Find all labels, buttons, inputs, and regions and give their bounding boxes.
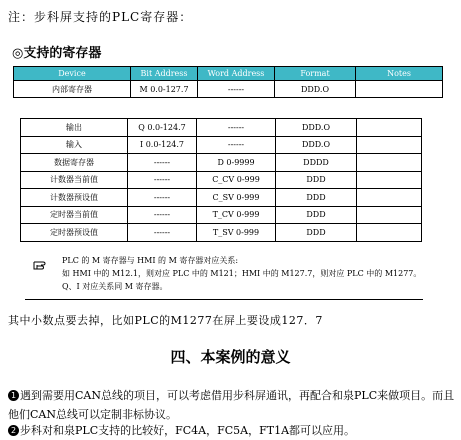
table-cell: [357, 189, 422, 207]
table-cell: DDD.O: [276, 136, 357, 154]
tip-box: [62, 254, 422, 293]
tip-line-3: Q、I 对应关系同 M 寄存器。: [62, 282, 168, 291]
tip-line-2: 如 HMI 中的 M12.1，则对应 PLC 中的 M121；HMI 中的 M127.7，则对应 PLC 中的 M1277。: [62, 269, 422, 278]
note-text: 注：步科屏支持的PLC寄存器：: [8, 10, 193, 24]
table-cell: 数据寄存器: [21, 154, 128, 172]
table-cell: Q 0.0-124.7: [128, 119, 197, 137]
list-item-text: 遇到需要用CAN总线的项目，可以考虑借用步科屏通讯，再配合和泉PLC来做项目。而且他们CAN总线可以定制非标协议。: [8, 389, 455, 421]
table-cell: [357, 119, 422, 137]
table-cell: C_SV 0-999: [197, 189, 276, 207]
number-badge: 1: [8, 390, 19, 401]
table-cell: ------: [128, 224, 197, 242]
header-bit-address: Bit Address: [131, 67, 198, 81]
table-row: [21, 154, 422, 172]
table-row: [21, 224, 422, 242]
table-cell: ------: [128, 206, 197, 224]
table-cell: ------: [128, 171, 197, 189]
table-row: [21, 119, 422, 137]
table-cell: [357, 224, 422, 242]
table-cell: 输入: [21, 136, 128, 154]
table-cell: DDD: [276, 189, 357, 207]
tip-line-1: PLC 的 M 寄存器与 HMI 的 M 寄存器对应关系:: [62, 256, 239, 265]
table-cell: [357, 136, 422, 154]
table-cell: T_CV 0-999: [197, 206, 276, 224]
register-table: [20, 118, 422, 242]
table-cell: T_SV 0-999: [197, 224, 276, 242]
list-item: [8, 421, 456, 440]
header-word-address: Word Address: [198, 67, 275, 81]
divider: [25, 299, 423, 300]
table-cell: 内部寄存器: [14, 81, 131, 98]
table-header-row: [14, 67, 443, 81]
table-row: [14, 81, 443, 98]
section-title: ◎支持的寄存器: [12, 46, 102, 61]
table-cell: DDD: [276, 206, 357, 224]
table-cell: 计数器当前值: [21, 171, 128, 189]
table-cell: DDD: [276, 224, 357, 242]
table-cell: ------: [198, 81, 275, 98]
table-cell: 输出: [21, 119, 128, 137]
header-format: Format: [275, 67, 356, 81]
table-cell: 定时器当前值: [21, 206, 128, 224]
table-cell: ------: [197, 119, 276, 137]
table-cell: [357, 171, 422, 189]
table-cell: [356, 81, 443, 98]
table-row: [21, 136, 422, 154]
table-cell: DDD.O: [275, 81, 356, 98]
table-cell: M 0.0-127.7: [131, 81, 198, 98]
table-cell: [357, 154, 422, 172]
table-cell: DDD: [276, 171, 357, 189]
table-cell: C_CV 0-999: [197, 171, 276, 189]
section-heading: 四、本案例的意义: [170, 348, 291, 366]
header-notes: Notes: [356, 67, 443, 81]
header-device: Device: [14, 67, 131, 81]
table-row: [21, 189, 422, 207]
table-cell: 定时器预设值: [21, 224, 128, 242]
pointing-hand-icon: [33, 258, 51, 270]
number-badge: 2: [8, 425, 19, 436]
decimal-note-paragraph: 其中小数点要去掉，比如PLC的M1277在屏上要设成127．7: [8, 314, 323, 327]
table-cell: D 0-9999: [197, 154, 276, 172]
table-cell: ------: [128, 154, 197, 172]
table-cell: ------: [128, 189, 197, 207]
table-cell: I 0.0-124.7: [128, 136, 197, 154]
table-cell: [357, 206, 422, 224]
table-row: [21, 206, 422, 224]
table-row: [21, 171, 422, 189]
table-cell: DDDD: [276, 154, 357, 172]
table-cell: DDD.O: [276, 119, 357, 137]
register-header-table: [13, 66, 443, 98]
table-cell: ------: [197, 136, 276, 154]
list-item-text: 步科对和泉PLC支持的比较好，FC4A，FC5A，FT1A都可以应用。: [20, 424, 356, 437]
list-item: [8, 386, 456, 424]
table-cell: 计数器预设值: [21, 189, 128, 207]
